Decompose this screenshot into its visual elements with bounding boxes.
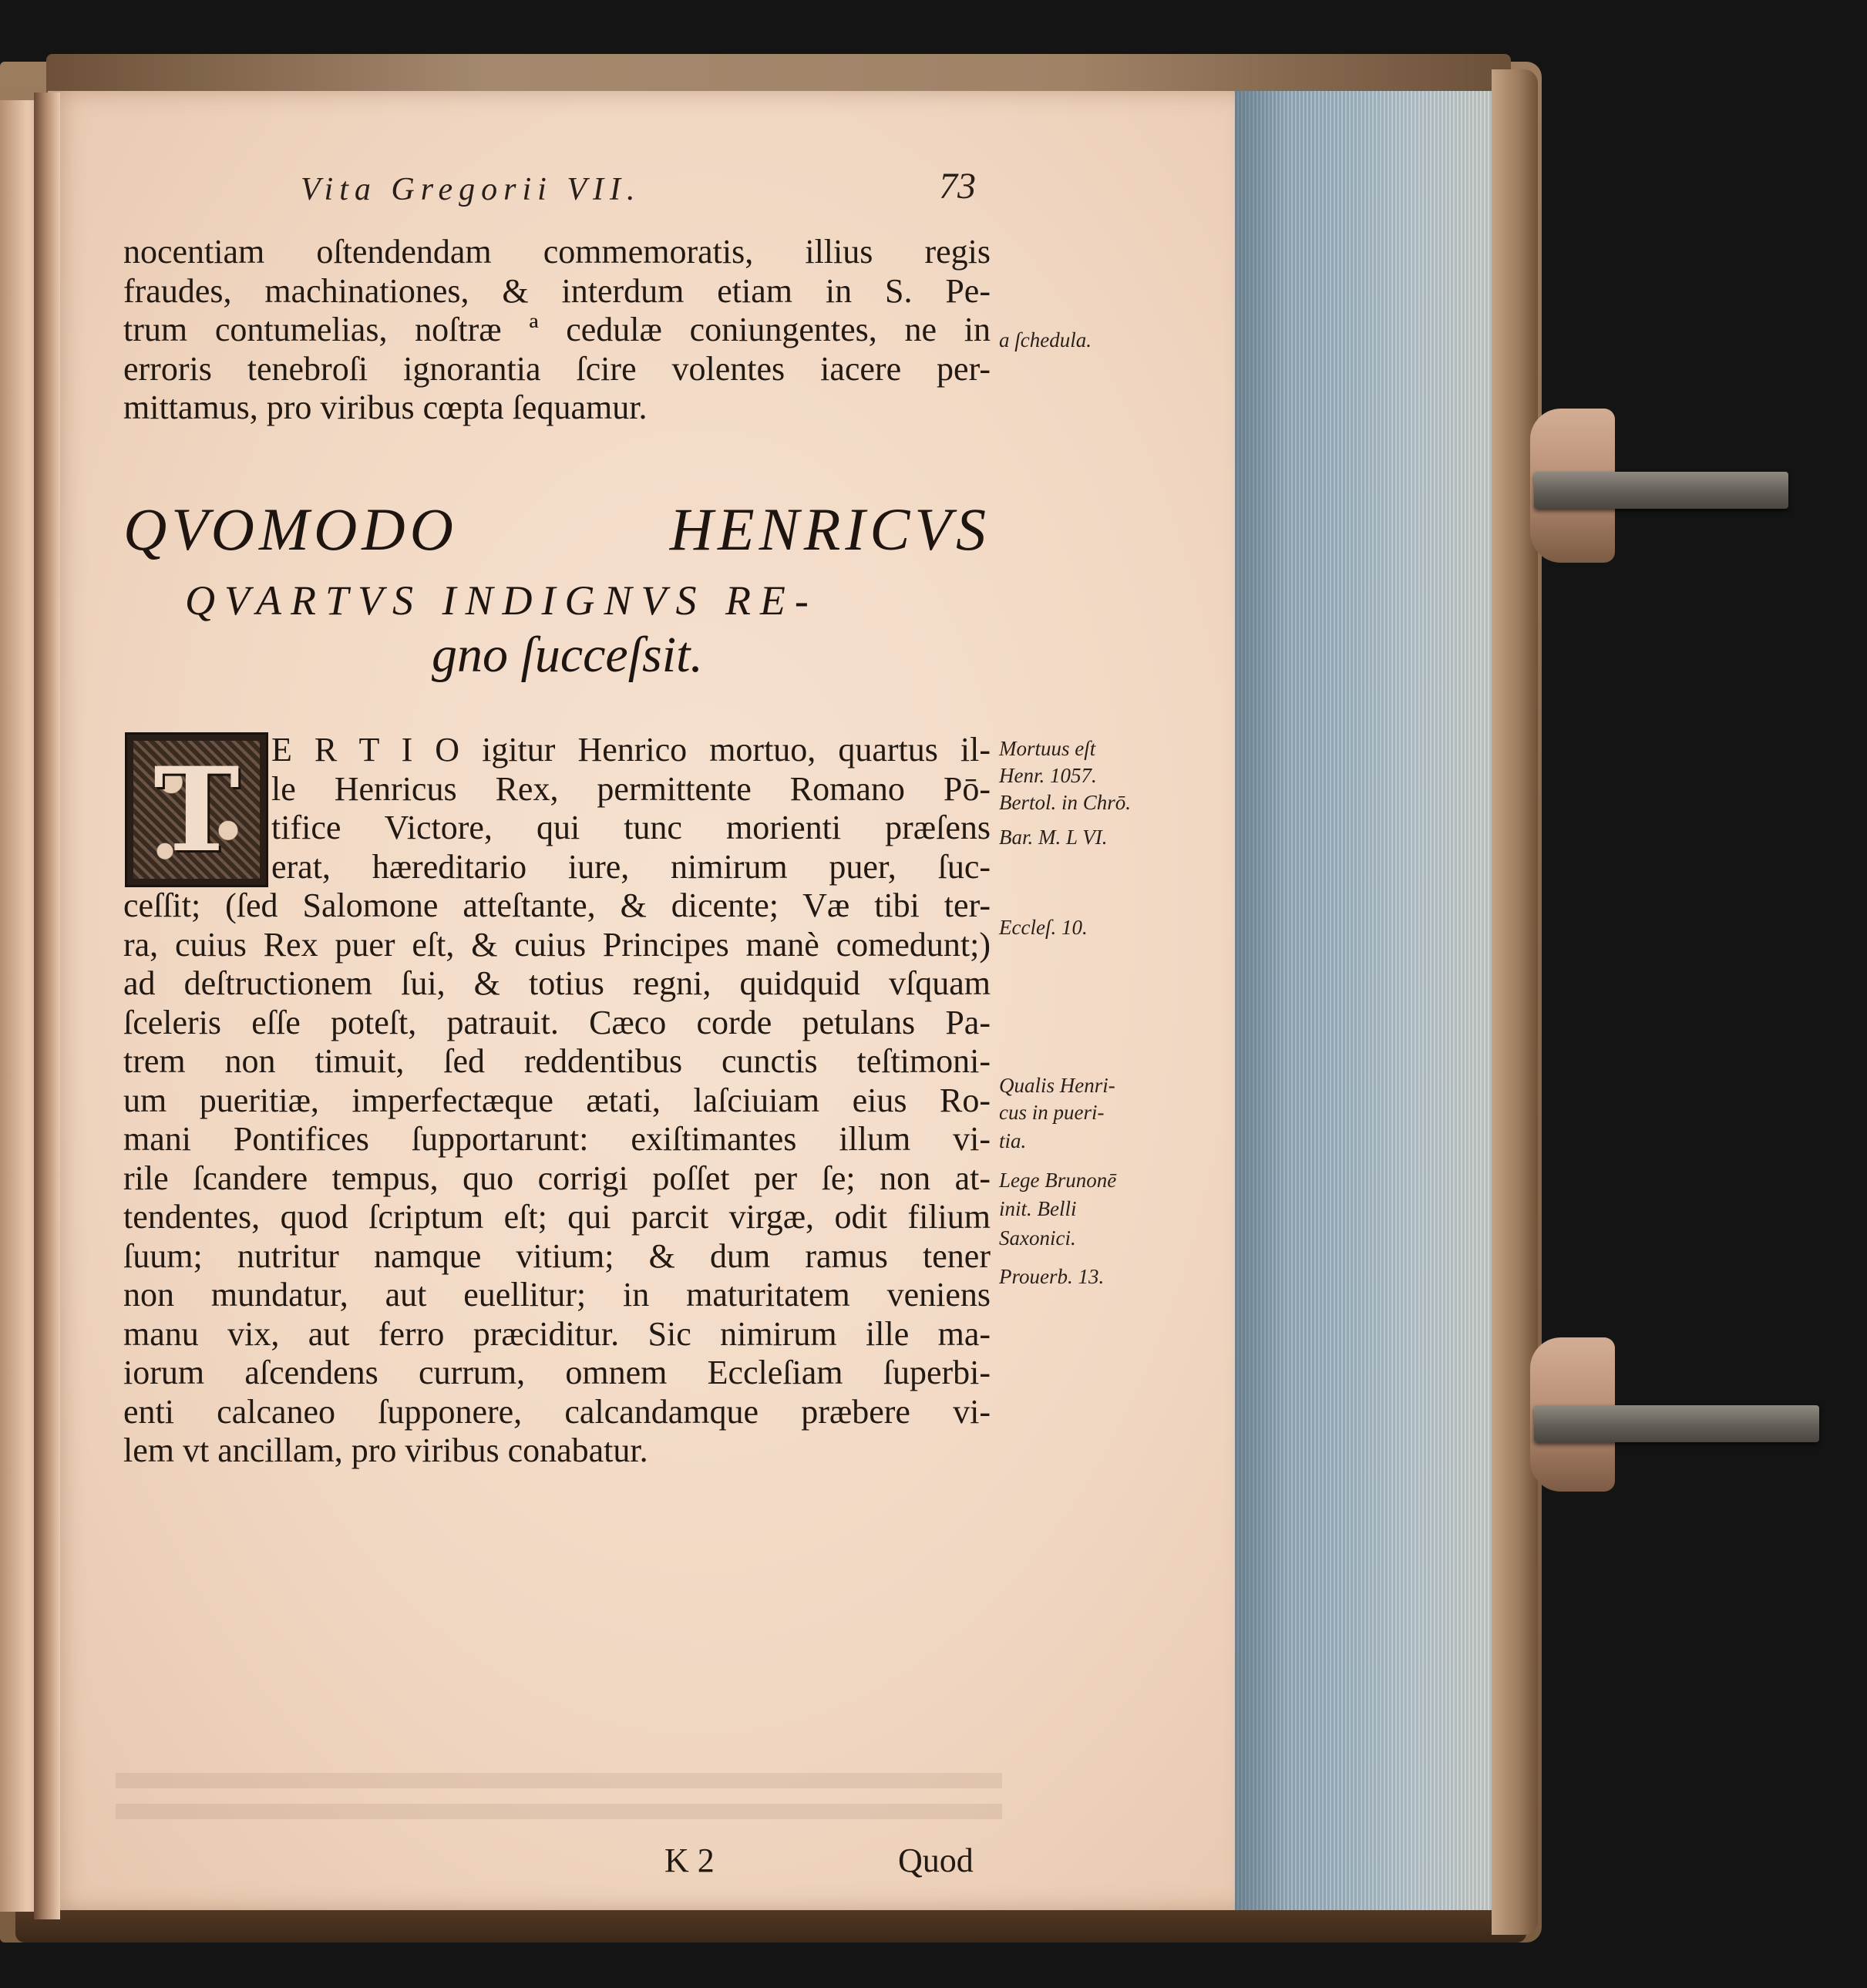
text-line: ad deſtructionem ſui, & totius regni, quidquid vſquam <box>123 964 991 1002</box>
margin-note: Eccleſ. 10. <box>999 916 1088 939</box>
page-number: 73 <box>939 166 976 207</box>
text-line: trem non timuit, ſed reddentibus cunctis teſtimoni- <box>123 1042 991 1080</box>
margin-note: Mortuus eſt <box>999 737 1096 760</box>
text-line: rile ſcandere tempus, quo corrigi poſſet per ſe; non at- <box>123 1159 991 1197</box>
text-line: trum contumelias, noſtræ ª cedulæ coniungentes, ne in <box>123 311 991 348</box>
text-line: tendentes, quod ſcriptum eſt; qui parcit virgæ, odit filium <box>123 1198 991 1236</box>
chapter-heading-line-1: QVOMODO HENRICVS <box>123 496 991 563</box>
text-line: manu vix, aut ferro præciditur. Sic nimirum ille ma- <box>123 1314 991 1353</box>
text-line: enti calcaneo ſupponere, calcandamque præbere vi- <box>123 1392 991 1431</box>
paragraph-1 <box>123 233 991 428</box>
chapter-heading-line-2: QVARTVS INDIGNVS RE- <box>185 577 818 624</box>
chapter-heading-line-3: gno ſucceſsit. <box>432 627 703 683</box>
page-edges-shadow <box>1233 91 1287 1910</box>
margin-note: init. Belli <box>999 1197 1077 1220</box>
text-line: ſceleris eſſe poteſt, patrauit. Cæco corde petulans Pa- <box>123 1003 991 1041</box>
text-line: ceſſit; (ſed Salomone atteſtante, & dicente; Væ tibi ter- <box>123 886 991 924</box>
text-line: lem vt ancillam, pro viribus conabatur. <box>123 1431 648 1469</box>
text-line: iorum aſcendens currum, omnem Eccleſiam ſuperbi- <box>123 1354 991 1391</box>
catchword: Quod <box>898 1842 974 1879</box>
margin-note: Prouerb. 13. <box>999 1265 1105 1288</box>
margin-note: a ſchedula. <box>999 328 1092 352</box>
margin-note: Henr. 1057. <box>999 764 1097 787</box>
text-line: non mundatur, aut euellitur; in maturitatem veniens <box>123 1276 991 1314</box>
margin-note: Bertol. in Chrō. <box>999 791 1132 814</box>
text-line: erat, hæreditario iure, nimirum puer, ſuc- <box>271 847 991 886</box>
running-head: Vita Gregorii VII. <box>301 172 641 207</box>
paragraph-2 <box>123 731 991 1471</box>
text-line: mittamus, pro viribus cœpta ſequamur. <box>123 389 648 426</box>
initial-letter: T <box>153 742 240 878</box>
text-line: le Henricus Rex, permittente Romano Pō- <box>271 769 991 808</box>
lower-clasp-strap <box>1534 1405 1819 1442</box>
text-line: nocentiam oſtendendam commemoratis, illius regis <box>123 233 991 271</box>
text-line: tifice Victore, qui tunc morienti præſens <box>271 809 991 846</box>
margin-note: tia. <box>999 1129 1027 1152</box>
text-line: ſuum; nutritur namque vitium; & dum ramus tener <box>123 1236 991 1275</box>
margin-note: Saxonici. <box>999 1226 1076 1250</box>
upper-clasp-strap <box>1534 472 1788 509</box>
bleed-through-text <box>116 1773 1002 1835</box>
margin-note: cus in pueri- <box>999 1101 1105 1124</box>
book-gutter <box>34 93 60 1919</box>
text-line: mani Pontifices ſupportarunt: exiſtimantes illum vi- <box>123 1120 991 1158</box>
text-line: erroris tenebroſi ignorantia ſcire volentes iacere per- <box>123 349 991 388</box>
fore-edge-cover <box>1492 69 1538 1935</box>
signature-mark: K 2 <box>664 1842 715 1879</box>
text-line: ra, cuius Rex puer eſt, & cuius Principes manè comedunt;) <box>123 925 991 964</box>
margin-note: Qualis Henri- <box>999 1074 1115 1097</box>
margin-note: Lege Brunonē <box>999 1169 1117 1192</box>
margin-note: Bar. M. L VI. <box>999 826 1108 849</box>
text-line: E R T I O igitur Henrico mortuo, quartus il- <box>271 731 991 769</box>
text-line: um pueritiæ, imperfectæque ætati, laſciuiam eius Ro- <box>123 1081 991 1119</box>
text-line: fraudes, machinationes, & interdum etiam in S. Pe- <box>123 271 991 310</box>
